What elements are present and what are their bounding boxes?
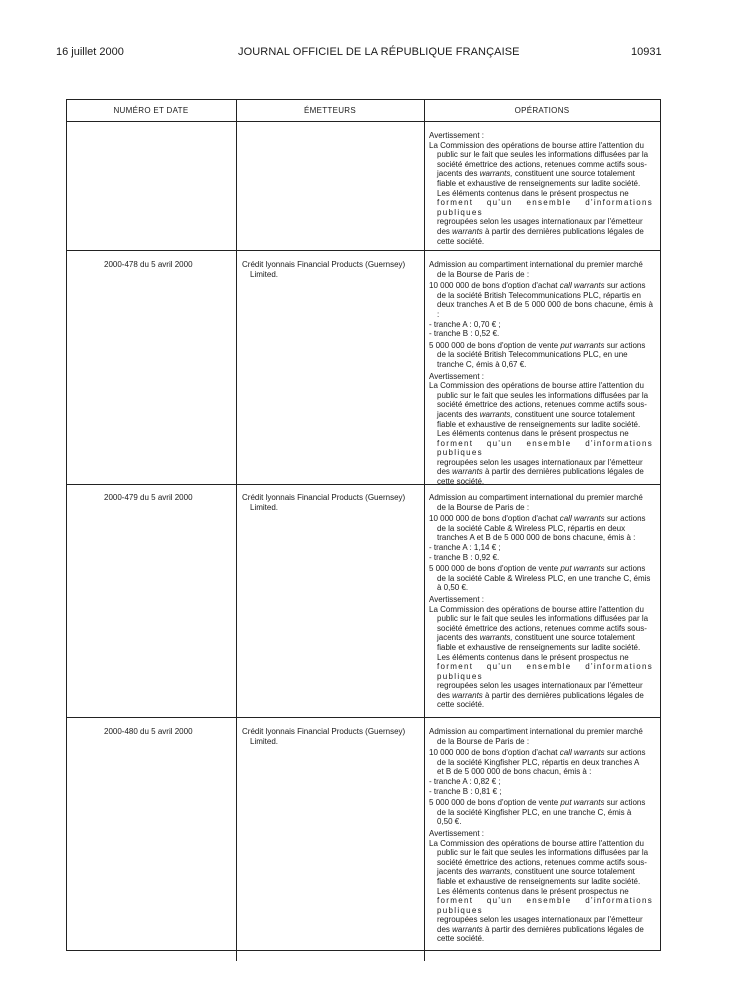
column-divider	[424, 99, 425, 961]
column-header-issuers: ÉMETTEURS	[303, 106, 357, 115]
row-operations: Admission au compartiment international du premier marché de la Bourse de Paris de : 10 000 000 de bons d'option d'achat call warrants sur actions de la société Cable & Wireless PLC, répartis en deux tranches A et B de 5 000 000 de bons chacune, émis à : - tranche A : 1,14 € ; - tranche B : 0,92 €. 5 000 000 de bons d'option de vente put warrants sur actions de la société Cable & Wireless PLC, en une tranche C, émis à 0,50 €. Avertissement : La Commission des opérations de bourse attire l'attention du public sur le fait que seules les informations diffusées par la société émettrice des actions, retenues comme actifs sous- jacents des warrants, constituent une source totalement fiable et exhaustive de renseignements sur ladite société. Les éléments contenus dans le présent prospectus ne forment qu'un ensemble d'informations publiques regroupées selon les usages internationaux par l'émetteur des warrants à partir des dernières publications légales de cette société.	[429, 493, 653, 710]
warning-label: Avertissement :	[429, 594, 484, 604]
table-right-border	[660, 99, 661, 951]
row-issuer: Crédit lyonnais Financial Products (Guernsey) Limited.	[242, 260, 406, 279]
warning-line: La Commission des opérations de bourse attire l'attention du	[429, 140, 644, 150]
warning-line: jacents des warrants, constituent une source totalement	[437, 169, 635, 179]
tranche-b: - tranche B : 0,52 €.	[429, 329, 500, 339]
warning-block	[429, 131, 653, 246]
row-operations: Admission au compartiment international du premier marché de la Bourse de Paris de : 10 000 000 de bons d'option d'achat call warrants sur actions de la société British Telecommunications PLC, répartis en deux tranches A et B de 5 000 000 de bons chacune, émis à : - tranche A : 0,70 € ; - tranche B : 0,52 €. 5 000 000 de bons d'option de vente put warrants sur actions de la société British Telecommunications PLC, en une tranche C, émis à 0,67 €. Avertissement : La Commission des opérations de bourse attire l'attention du public sur le fait que seules les informations diffusées par la société émettrice des actions, retenues comme actifs sous- jacents des warrants, constituent une source totalement fiable et exhaustive de renseignements sur ladite société. Les éléments contenus dans le présent prospectus ne forment qu'un ensemble d'informations publiques regroupées selon les usages internationaux par l'émetteur des warrants à partir des dernières publications légales de cette société.	[429, 260, 653, 487]
column-header-operations: OPÉRATIONS	[514, 106, 570, 115]
row-divider	[66, 250, 660, 251]
warning-label: Avertissement :	[429, 828, 484, 838]
warning-line: société émettrice des actions, retenues comme actifs sous-	[437, 159, 647, 169]
warning-label: Avertissement :	[429, 131, 484, 140]
journal-title: JOURNAL OFFICIEL DE LA RÉPUBLIQUE FRANÇAISE	[238, 46, 520, 58]
row-number: 2000-479 du 5 avril 2000	[104, 493, 193, 502]
page-number: 10931	[631, 46, 662, 58]
row-issuer: Crédit lyonnais Financial Products (Guernsey) Limited.	[242, 727, 406, 746]
tranche-a: - tranche A : 1,14 € ;	[429, 542, 501, 552]
table-left-border	[66, 99, 67, 951]
warning-line: Les éléments contenus dans le présent prospectus ne	[437, 188, 629, 198]
row-issuer: Crédit lyonnais Financial Products (Guernsey) Limited.	[242, 493, 406, 512]
warning-line: forment qu'un ensemble d'informations publiques	[437, 198, 653, 217]
warning-line: cette société.	[437, 236, 485, 246]
row-divider	[66, 950, 660, 951]
tranche-a: - tranche A : 0,82 € ;	[429, 776, 501, 786]
warning-line: des warrants à partir des dernières publications légales de	[437, 226, 644, 236]
row-number: 2000-478 du 5 avril 2000	[104, 260, 193, 269]
tranche-b: - tranche B : 0,92 €.	[429, 552, 500, 562]
page-header	[0, 46, 748, 60]
column-divider	[236, 99, 237, 961]
table-top-border	[66, 99, 660, 100]
tranche-b: - tranche B : 0,81 € ;	[429, 786, 502, 796]
row-operations: Admission au compartiment international du premier marché de la Bourse de Paris de : 10 000 000 de bons d'option d'achat call warrants sur actions de la société Kingfisher PLC, répartis en deux tranches A et B de 5 000 000 de bons chacun, émis à : - tranche A : 0,82 € ; - tranche B : 0,81 € ; 5 000 000 de bons d'option de vente put warrants sur actions de la société Kingfisher PLC, en une tranche C, émis à 0,50 €. Avertissement : La Commission des opérations de bourse attire l'attention du public sur le fait que seules les informations diffusées par la société émettrice des actions, retenues comme actifs sous- jacents des warrants, constituent une source totalement fiable et exhaustive de renseignements sur ladite société. Les éléments contenus dans le présent prospectus ne forment qu'un ensemble d'informations publiques regroupées selon les usages internationaux par l'émetteur des warrants à partir des dernières publications légales de cette société.	[429, 727, 653, 944]
row-number: 2000-480 du 5 avril 2000	[104, 727, 193, 736]
row-divider	[66, 717, 660, 718]
column-header-number: NUMÉRO ET DATE	[113, 106, 189, 115]
warning-line: regroupées selon les usages internationaux par l'émetteur	[437, 217, 643, 227]
header-date: 16 juillet 2000	[56, 46, 124, 58]
warning-line: fiable et exhaustive de renseignements sur ladite société.	[437, 178, 641, 188]
header-bottom-border	[66, 121, 660, 122]
tranche-a: - tranche A : 0,70 € ;	[429, 319, 501, 329]
warning-label: Avertissement :	[429, 371, 484, 381]
warning-line: public sur le fait que seules les informations diffusées par la	[437, 150, 649, 160]
